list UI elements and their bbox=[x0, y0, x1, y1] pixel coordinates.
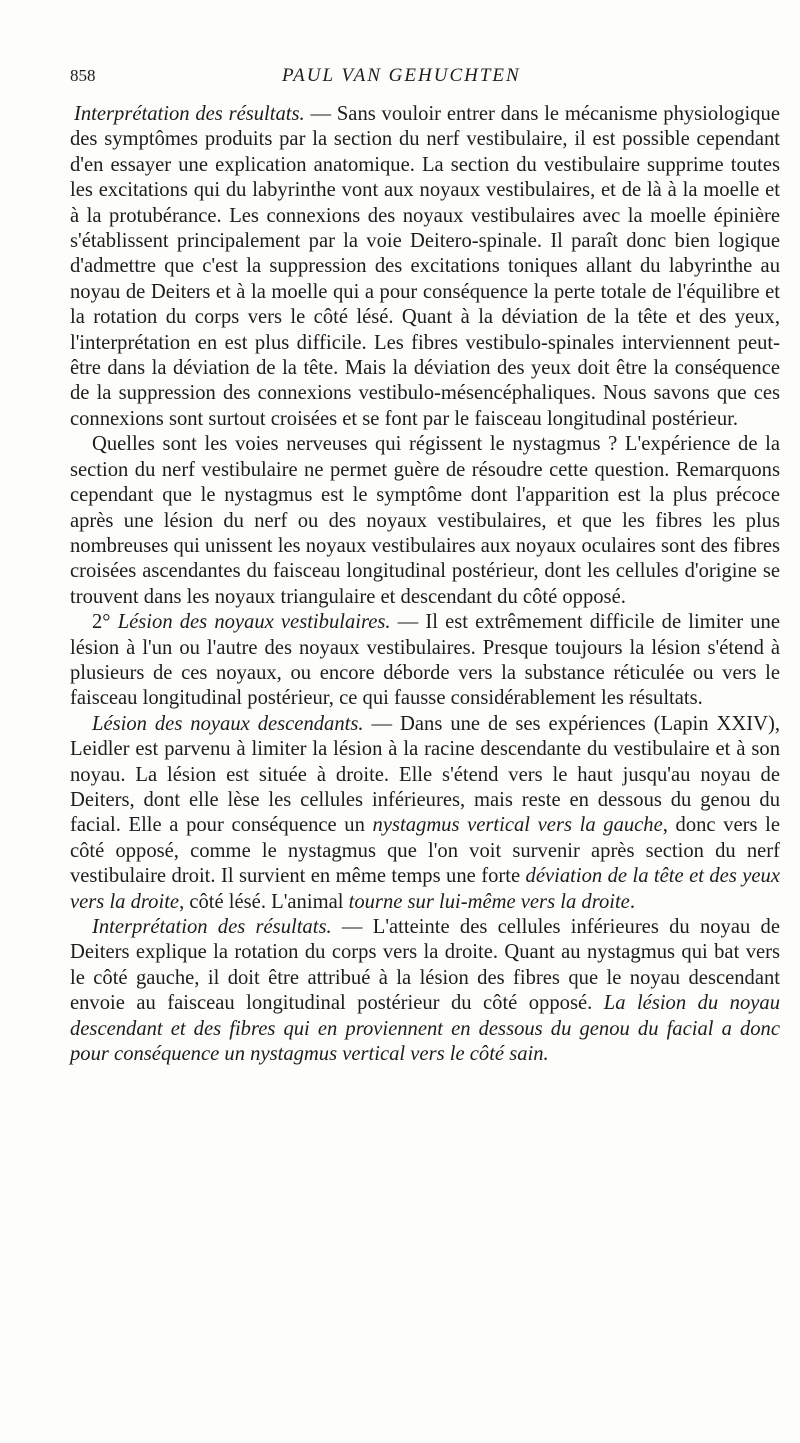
paragraph-text: — Dans une de ses expériences (Lapin XXIV), Leidler est parvenu à limiter la lésion à la racine descendante du vestibulaire et à son noyau. La lésion est située à droite. Elle s'étend vers le haut jusqu'au noyau de Deiters, dont elle lèse les cellules inférieures, mais reste en dessous du genou du facial. Elle a pour conséquence un bbox=[70, 712, 781, 837]
body-text bbox=[70, 102, 780, 1067]
paragraph-text: Quelles sont les voies nerveuses qui régissent le nystagmus ? L'expérience de la section du nerf vestibulaire ne permet guère de résoudre cette question. Remarquons cependant que le nystagmus est le symptôme dont l'apparition est la plus précoce après une lésion du nerf ou des noyaux vestibulaires, et que les fibres les plus nombreuses qui unissent les noyaux vestibulaires aux noyaux oculaires sont des fibres croisées ascendantes du faisceau longitudinal postérieur, dont les cellules d'origine se trouvent dans les noyaux triangulaire et descendant du côté opposé. bbox=[70, 433, 780, 608]
emphasis: La lésion du noyau descendant et des fibres qui en proviennent en dessous du genou du facial a donc pour conséquence un nystagmus vertical vers le côté sain. bbox=[70, 992, 781, 1066]
page-number: 858 bbox=[70, 66, 96, 85]
paragraph-lead: Lésion des noyaux vestibulaires. bbox=[117, 611, 391, 634]
paragraph-interpretation-1 bbox=[70, 102, 780, 432]
paragraph-interpretation-2 bbox=[70, 915, 780, 1067]
emphasis: nystagmus vertical vers la gauche bbox=[372, 814, 663, 837]
page bbox=[70, 62, 780, 1067]
paragraph-lead: Interprétation des résultats. bbox=[92, 916, 332, 938]
paragraph-nystagmus bbox=[70, 432, 780, 610]
paragraph-lead: Lésion des noyaux descendants. bbox=[92, 712, 364, 735]
paragraph-noyaux-descendants bbox=[70, 712, 780, 915]
paragraph-text: , côté lésé. L'animal bbox=[179, 890, 349, 913]
running-head: PAUL VAN GEHUCHTEN bbox=[282, 65, 521, 86]
paragraph-text: — Sans vouloir entrer dans le mécanisme physiologique des symptômes produits par la section du nerf vestibulaire, il est possible cependant d'en essayer une explication anatomique. La section du vestibulaire supprime toutes les excitations qui du labyrinthe vont aux noyaux vestibulaires, et de là à la moelle et à la protubérance. Les connexions des noyaux vestibulaires avec la moelle épinière s'établissent principalement par la voie Deitero-spinale. Il paraît donc bien logique d'admettre que c'est la suppression des excitations toniques allant du labyrinthe au noyau de Deiters et à la moelle qui a pour conséquence la perte totale de l'équilibre et la rotation du corps vers le côté lésé. Quant à la déviation de la tête et des yeux, l'interprétation en est plus difficile. Les fibres vestibulo-spinales interviennent peut-être dans la déviation de la tête. Mais la déviation des yeux doit être la conséquence de la suppression des connexions vestibulo-mésencéphaliques. Nous savons que ces connexions sont surtout croisées et se font par le faisceau longitudinal postérieur. bbox=[70, 103, 780, 430]
page-header bbox=[70, 62, 780, 102]
emphasis: tourne sur lui-même vers la droite bbox=[348, 890, 630, 913]
paragraph-text: , donc vers le côté opposé, comme le nystagmus que l'on voit survenir après section du nerf vestibulaire droit. Il survient en même temps une forte bbox=[70, 814, 781, 888]
paragraph-lead: Interprétation des résultats. bbox=[74, 103, 305, 125]
paragraph-text: — Il est extrêmement difficile de limiter une lésion à l'un ou l'autre des noyaux vestibulaires. Presque toujours la lésion s'étend à plusieurs de ces noyaux, ou encore déborde vers la substance réticulée ou vers le faisceau longitudinal postérieur, ce qui fausse considérablement les résultats. bbox=[70, 611, 780, 710]
section-number: 2° bbox=[92, 611, 111, 634]
paragraph-text: . bbox=[629, 890, 635, 913]
paragraph-text: — L'atteinte des cellules inférieures du noyau de Deiters explique la rotation du corps vers la droite. Quant au nystagmus qui bat vers le côté gauche, il doit être attribué à la lésion des fibres que le noyau descendant envoie au faisceau longitudinal postérieur du côté opposé. bbox=[70, 916, 780, 1015]
emphasis: déviation de la tête et des yeux vers la droite bbox=[70, 865, 780, 913]
paragraph-lesion-noyaux bbox=[70, 610, 780, 712]
